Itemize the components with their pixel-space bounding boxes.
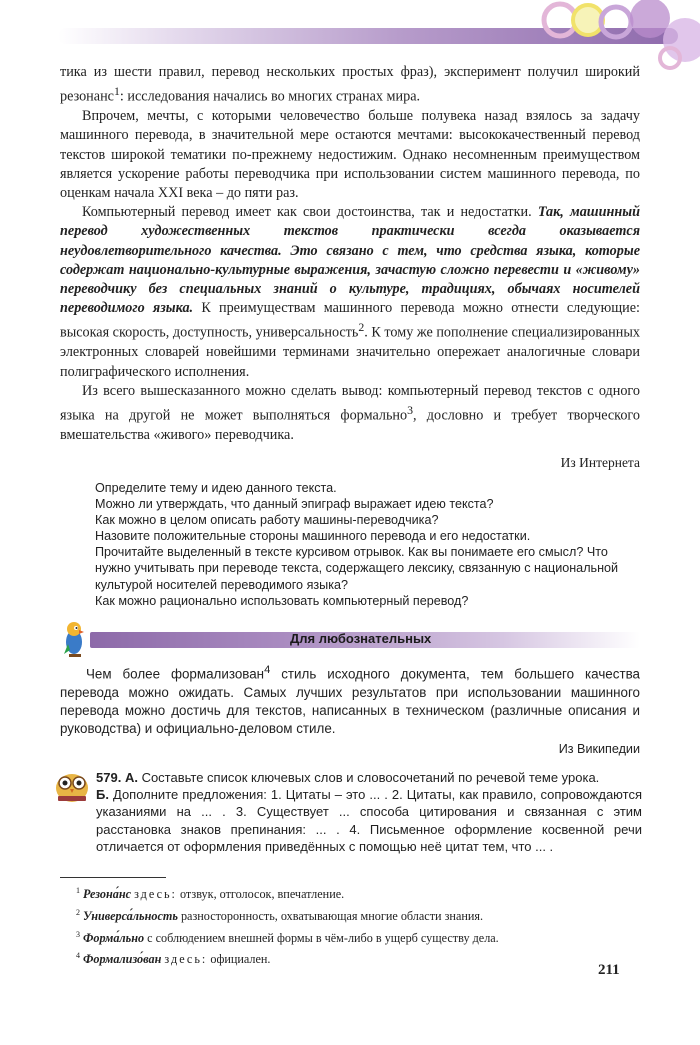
footnote: [76, 904, 646, 926]
task-number: 579.: [96, 770, 122, 785]
parrot-icon: [60, 620, 88, 660]
footnote-definition: официален.: [210, 952, 271, 967]
footnote-term: Резона́нс: [83, 887, 132, 902]
page-number: 211: [598, 962, 620, 978]
owl-task-icon: [52, 768, 92, 804]
footnote-definition: отзвук, отголосок, впечатление.: [180, 887, 345, 902]
task-label: А.: [124, 770, 138, 785]
footnote-note: здесь:: [164, 952, 208, 967]
footnote-ref: 2: [358, 320, 365, 335]
curious-text: [60, 661, 640, 739]
footnote-definition: разносторонность, охватывающая многие области знания.: [180, 908, 484, 923]
footnotes: [76, 882, 646, 969]
footnote-ref: 4: [264, 664, 271, 676]
footnote-divider: [60, 877, 166, 878]
footnote-number: 3: [76, 929, 80, 939]
text: : исследования начались во многих странах мира.: [119, 88, 421, 105]
footnote-number: 4: [76, 951, 80, 961]
task-part-b: [96, 786, 642, 855]
curious-banner: [60, 626, 640, 650]
main-text: [60, 63, 640, 445]
task-label: Б.: [96, 787, 109, 803]
text: Составьте список ключевых слов и словосочетаний по речевой теме урока.: [141, 770, 600, 785]
paragraph: [60, 382, 640, 445]
footnote-term: Универса́льность: [83, 908, 178, 923]
question-item: Можно ли утверждать, что данный эпиграф выражает идею текста?: [95, 497, 494, 512]
text: тика из шести правил, перевод нескольких простых фраз), эксперимент получил широкий резонанс: [60, 64, 640, 105]
paragraph: [60, 661, 640, 739]
source-wikipedia: Из Википедии: [558, 742, 640, 756]
footnote: [76, 926, 646, 948]
footnote-number: 1: [76, 886, 80, 895]
paragraph: [60, 63, 640, 107]
text: Компьютерный перевод имеет как свои достоинства, так и недостатки.: [82, 204, 532, 221]
footnote-number: 2: [76, 907, 80, 917]
text: Из всего вышесказанного можно сделать вывод: компьютерный перевод текстов с одного языка на другой не может выполняться формально: [60, 382, 640, 424]
footnote-ref: 1: [113, 84, 120, 99]
text: Дополните предложения: 1. Цитаты – это ... . 2. Цитаты, как правило, сопровождаются указаниями на ... . 3. Существует ... способа цитирования и связанная с этим расстановка знаков препинания: ... . 4. Письменное оформление косвенной речи отличается от оформления приведённых с помощью неё цитат тем, что ... .: [96, 787, 642, 854]
question-item: Назовите положительные стороны машинного перевода и его недостатки.: [95, 529, 531, 544]
task-part-a: [96, 769, 642, 786]
banner-title: Для любознательных: [290, 631, 432, 646]
footnote-ref: 3: [407, 402, 414, 417]
text: Чем более формализован: [86, 666, 265, 682]
text: , дословно и требует творческого вмешательства «живого» переводчика.: [60, 407, 640, 443]
text: . К тому же пополнение специализированных электронных словарей новейшими терминами значительно опережает аналогичные словари полиграфического исполнения.: [60, 325, 640, 380]
paragraph: [60, 203, 640, 382]
footnote-term: Форма́льно: [83, 930, 145, 945]
paragraph: Впрочем, мечты, с которыми человечество больше полувека назад взялось за задачу машинного перевода, в значительной мере остаются мечтами: высококачественный перевод текстов широкой тематики по-прежнему недостижим. Однако несомненным преимуществом является ускорение работы переводчика при использовании систем машинного перевода, по оценкам начала XXI века – до пяти раз.: [60, 108, 640, 201]
text: К преимуществам машинного перевода можно отнести следующие: высокая скорость, доступность, универсальность: [60, 300, 640, 342]
footnote-term: Формализо́ван: [83, 952, 162, 967]
task-579: [96, 769, 642, 855]
footnote-note: здесь:: [134, 887, 177, 902]
question-item: Как можно в целом описать работу машины-переводчика?: [95, 513, 439, 528]
question-item: Определите тему и идею данного текста.: [95, 481, 337, 495]
question-item: Прочитайте выделенный в тексте курсивом отрывок. Как вы понимаете его смысл? Что нужно учитывать при переводе текста, содержащего лексику, связанную с национальной культурой носителей переводимого языка?: [95, 545, 619, 592]
decorative-circles: [520, 0, 700, 70]
italic-passage: Так, машинный перевод художественных текстов практически всегда оказывается неудовлетворительного качества. Это связано с тем, что средства языка, которые содержат национально-культурные выражения, зачастую сложно перевести и «живому» переводчику без специальных знаний о культуре, традициях, обычаях носителей переводимого языка.: [60, 204, 640, 317]
question-item: Как можно рационально использовать компьютерный перевод?: [95, 593, 469, 608]
footnote: [76, 947, 646, 969]
footnote: [76, 882, 646, 904]
questions-list: [95, 480, 640, 609]
text: стиль исходного документа, тем большего качества перевода можно ожидать. Самых лучших результатов при использовании машинного перевода можно достичь для текстов, написанных в техническом (различные описания и руководства) и официально-деловом стиле.: [60, 666, 640, 737]
footnote-definition: с соблюдением внешней формы в чём-либо в ущерб существу дела.: [147, 930, 499, 945]
source-internet: Из Интернета: [560, 455, 640, 470]
